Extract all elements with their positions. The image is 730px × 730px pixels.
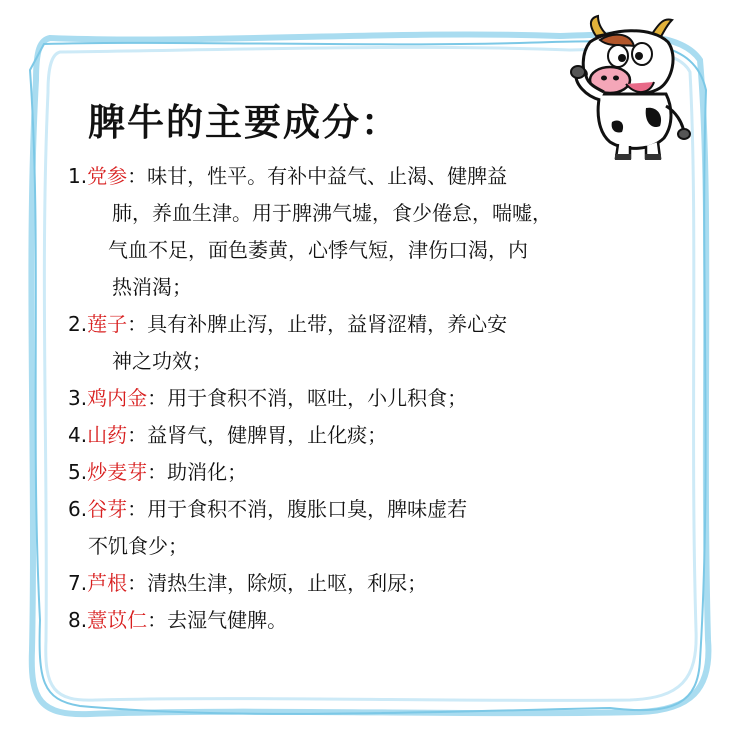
item-text: ：去湿气健脾。 [147,608,288,632]
item-number: 6. [68,497,88,521]
herb-name: 党参 [87,164,128,188]
list-item [68,158,668,306]
item-number: 1. [68,164,88,188]
cow-mascot-icon [560,14,694,162]
list-item [68,306,668,380]
item-number: 4. [68,423,88,447]
item-number: 5. [68,460,88,484]
herb-name: 芦根 [87,571,128,595]
page-title: 脾牛的主要成分： [88,101,400,144]
herb-name: 山药 [87,423,128,447]
item-number: 7. [68,571,88,595]
herb-name: 莲子 [87,312,128,336]
herb-name: 鸡内金 [87,386,148,410]
list-item [68,491,668,565]
item-number: 2. [68,312,88,336]
item-text: ：助消化； [147,460,248,484]
item-number: 8. [68,608,88,632]
list-item [68,565,668,602]
list-item [68,417,668,454]
ingredient-list [68,158,668,639]
item-text: 热消渴； [112,275,192,299]
item-text: 气血不足，面色萎黄，心悸气短，津伤口渴，内 [108,238,528,262]
item-text: ：益肾气，健脾胃，止化痰； [127,423,388,447]
list-item [68,380,668,417]
list-item [68,454,668,491]
herb-name: 谷芽 [87,497,128,521]
herb-name: 炒麦芽 [87,460,148,484]
item-text: ：用于食积不消，腹胀口臭，脾味虚若 [127,497,468,521]
item-text: 神之功效； [112,349,212,373]
item-text: ：具有补脾止泻，止带，益肾涩精，养心安 [127,312,508,336]
item-number: 3. [68,386,88,410]
item-text: ：清热生津，除烦，止呕，利尿； [127,571,428,595]
item-text: ：用于食积不消，呕吐，小儿积食； [147,386,468,410]
item-text: ：味甘，性平。有补中益气、止渴、健脾益 [127,164,508,188]
herb-name: 薏苡仁 [87,608,148,632]
item-text: 不饥食少； [88,534,188,558]
item-text: 肺，养血生津。用于脾沸气墟，食少倦怠，喘嘘， [112,201,552,225]
list-item [68,602,668,639]
